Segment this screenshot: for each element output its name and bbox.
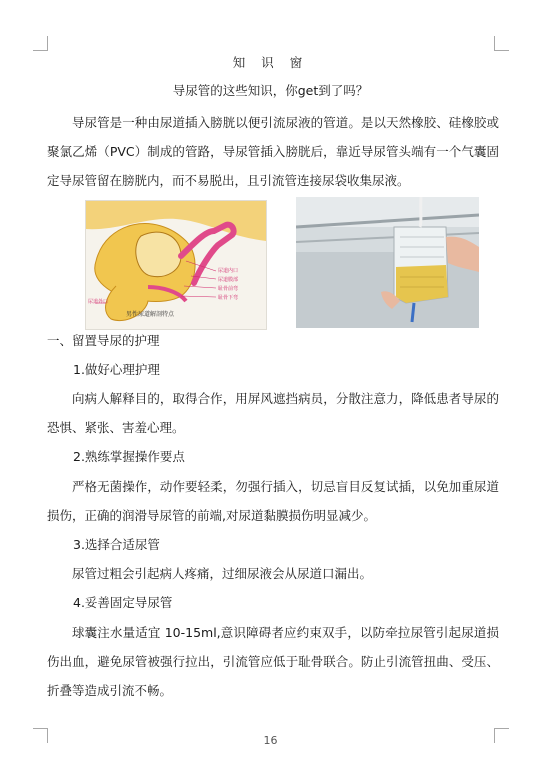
label-external-urethral-orifice: 尿道外口 — [88, 299, 109, 305]
item-2-body: 严格无菌操作，动作要轻柔，勿强行插入，切忌盲目反复试插，以免加重尿道损伤，正确的润滑导尿管的前端,对尿道黏膜损伤明显减少。 — [47, 479, 499, 523]
label-membranous-urethra: 尿道膜部 — [218, 277, 239, 283]
item-1-title: 1.做好心理护理 — [73, 362, 160, 377]
urine-drainage-bag-photo — [296, 197, 479, 328]
figure-caption: 男性尿道解剖特点 — [126, 311, 175, 318]
crop-mark-top-left — [33, 36, 48, 51]
label-internal-urethral-orifice: 尿道内口 — [218, 268, 239, 274]
section-heading: 一、留置导尿的护理 — [47, 333, 160, 348]
urethra-anatomy-illustration — [85, 200, 267, 330]
item-3-title: 3.选择合适尿管 — [73, 537, 160, 552]
page-number: 16 — [263, 734, 278, 747]
item-4-body: 球囊注水量适宜 10-15ml,意识障碍者应约束双手，以防牵拉尿管引起尿道损伤出血，避免尿管被强行拉出，引流管应低于耻骨联合。防止引流管扭曲、受压、折叠等造成引流不畅。 — [47, 625, 499, 698]
page-subtitle: 导尿管的这些知识，你get到了吗？ — [172, 83, 369, 98]
label-prepubic-curve: 耻骨前弯 — [218, 286, 239, 292]
item-3-body: 尿管过粗会引起病人疼痛，过细尿液会从尿道口漏出。 — [72, 566, 373, 581]
item-4-title: 4.妥善固定导尿管 — [73, 595, 173, 610]
item-1-body: 向病人解释目的，取得合作，用屏风遮挡病员，分散注意力，降低患者导尿的恐惧、紧张、害羞心理。 — [47, 391, 499, 435]
item-2-title: 2.熟练掌握操作要点 — [73, 449, 185, 464]
label-subpubic-curve: 耻骨下弯 — [218, 295, 239, 301]
intro-paragraph: 导尿管是一种由尿道插入膀胱以便引流尿液的管道。是以天然橡胶、硅橡胶或聚氯乙烯（PVC）制成的管路，导尿管插入膀胱后，靠近导尿管头端有一个气囊固定导尿管留在膀胱内，而不易脱出，且引流管连接尿袋收集尿液。 — [47, 115, 499, 188]
page-title: 知 识 窗 — [232, 55, 309, 70]
crop-mark-top-right — [494, 36, 509, 51]
